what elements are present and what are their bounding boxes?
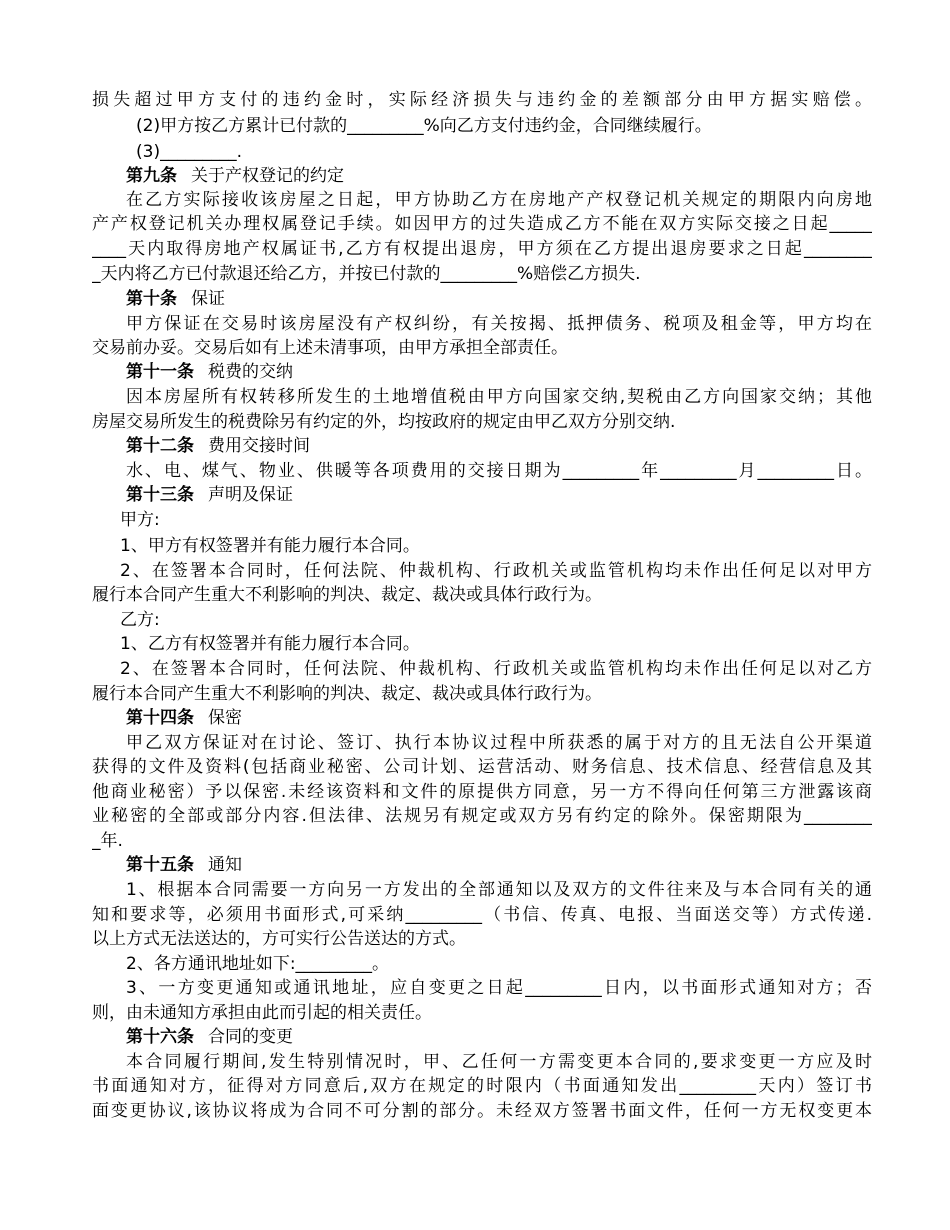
article-number: 第十四条 [126,708,194,728]
text-line: ____天内取得房地产权属证书,乙方有权提出退房，甲方须在乙方提出退房要求之日起________ [92,239,872,259]
text-line: 面变更协议,该协议将成为合同不可分割的部分。未经双方签署书面文件，任何一方无权变更本 [92,1101,872,1121]
article-title: 保证 [191,289,225,309]
text-line: 书面通知对方，征得对方同意后,双方在规定的时限内（书面通知发出_________天内）签订书 [92,1076,872,1096]
article-number: 第十三条 [126,485,194,505]
text-line: 他商业秘密）予以保密.未经该资料和文件的原提供方同意，另一方不得向任何第三方泄露该商 [92,782,872,802]
article-title: 关于产权登记的约定 [191,166,344,186]
text-line: 产产权登记机关办理权属登记手续。如因甲方的过失造成乙方不能在双方实际交接之日起_____ [92,214,872,234]
text-line: 甲乙双方保证对在讨论、签订、执行本协议过程中所获悉的属于对方的且无法自公开渠道 [126,733,872,753]
text-line: 2、在签署本合同时，任何法院、仲裁机构、行政机关或监管机构均未作出任何足以对甲方 [120,561,872,581]
text-line: 损失超过甲方支付的违约金时，实际经济损失与违约金的差额部分由甲方据实赔偿。 [92,90,872,110]
article-heading [126,1025,872,1049]
text-line: 1、乙方有权签署并有能力履行本合同。 [120,634,420,654]
article-title: 费用交接时间 [208,436,310,456]
article-title: 声明及保证 [208,485,293,505]
text-line: 则，由未通知方承担由此而引起的相关责任。 [92,1003,432,1023]
text-line: 履行本合同产生重大不利影响的判决、裁定、裁决或具体行政行为。 [92,684,602,704]
text-line: 乙方: [120,610,160,630]
text-line: 业秘密的全部或部分内容.但法律、法规另有规定或双方另有约定的除外。保密期限为________ [92,806,872,826]
text-line: 甲方: [120,510,160,530]
article-heading [126,483,872,507]
article-heading [126,164,872,188]
text-line: 履行本合同产生重大不利影响的判决、裁定、裁决或具体行政行为。 [92,585,602,605]
article-number: 第九条 [126,166,177,186]
article-heading [126,287,872,311]
article-number: 第十一条 [126,362,194,382]
article-heading [126,706,872,730]
text-line: 2、在签署本合同时，任何法院、仲裁机构、行政机关或监管机构均未作出任何足以对乙方 [120,659,872,679]
text-line: 水、电、煤气、物业、供暖等各项费用的交接日期为_________年_________月_________日。 [126,461,872,481]
text-line: 1、甲方有权签署并有能力履行本合同。 [120,536,420,556]
article-number: 第十二条 [126,436,194,456]
text-line: 3、一方变更通知或通讯地址，应自变更之日起_________日内，以书面形式通知对方；否 [126,978,872,998]
text-line: 房屋交易所发生的税费除另有约定的外，均按政府的规定由甲乙双方分别交纳. [92,412,676,432]
text-line: _天内将乙方已付款退还给乙方，并按已付款的_________%赔偿乙方损失. [92,264,641,284]
text-line: 1、根据本合同需要一方向另一方发出的全部通知以及双方的文件往来及与本合同有关的通 [126,880,872,900]
text-line: 知和要求等，必须用书面形式,可采纳_________（书信、传真、电报、当面送交等）方式传递. [92,905,872,925]
text-line: 在乙方实际接收该房屋之日起，甲方协助乙方在房地产产权登记机关规定的期限内向房地 [126,190,872,210]
text-line: 获得的文件及资料(包括商业秘密、公司计划、运营活动、财务信息、技术信息、经营信息及其 [92,757,872,777]
article-title: 合同的变更 [208,1027,293,1047]
text-line: 2、各方通讯地址如下:_________。 [126,954,390,974]
article-number: 第十条 [126,289,177,309]
article-heading [126,360,872,384]
text-line: 以上方式无法送达的，方可实行公告送达的方式。 [92,929,466,949]
article-number: 第十六条 [126,1027,194,1047]
text-line: 交易前办妥。交易后如有上述未清事项，由甲方承担全部责任。 [92,338,568,358]
article-number: 第十五条 [126,855,194,875]
text-line: _年. [92,831,123,851]
text-line: 甲方保证在交易时该房屋没有产权纠纷，有关按揭、抵押债务、税项及租金等，甲方均在 [126,314,872,334]
text-line: 本合同履行期间,发生特别情况时，甲、乙任何一方需变更本合同的,要求变更一方应及时 [126,1052,872,1072]
article-title: 税费的交纳 [208,362,293,382]
article-heading [126,434,872,458]
text-line: (3)_________. [136,142,242,162]
article-title: 保密 [208,708,242,728]
text-line: 因本房屋所有权转移所发生的土地增值税由甲方向国家交纳,契税由乙方向国家交纳；其他 [126,387,872,407]
text-line: (2)甲方按乙方累计已付款的_________%向乙方支付违约金，合同继续履行。 [136,116,712,136]
article-heading [126,853,872,877]
article-title: 通知 [208,855,242,875]
